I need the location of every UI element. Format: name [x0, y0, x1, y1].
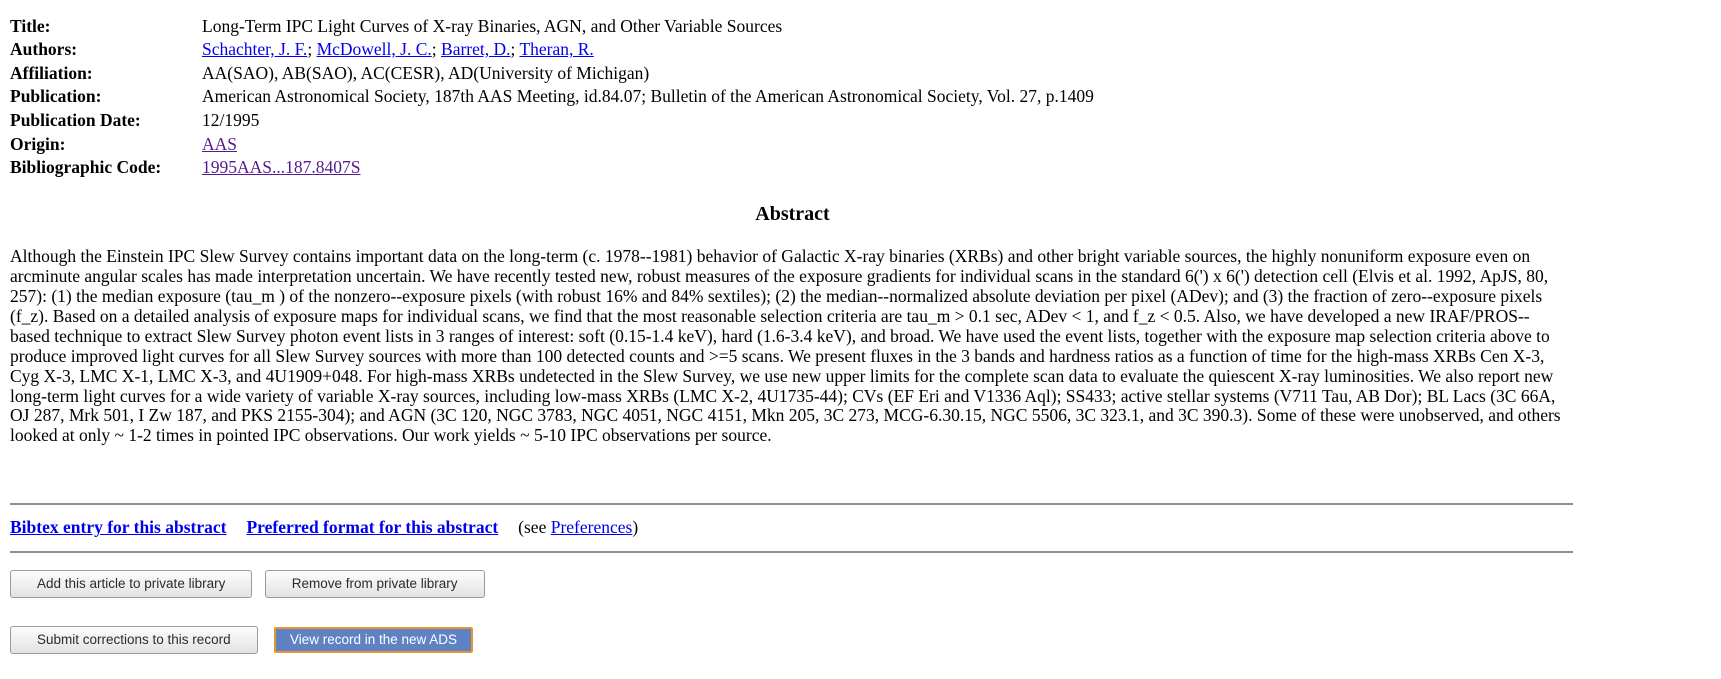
- see-prefix-text: (see: [518, 517, 551, 538]
- author-link-3[interactable]: Barret, D.: [441, 39, 511, 60]
- author-separator: ;: [431, 39, 442, 60]
- metadata-row-publication: [10, 85, 1575, 109]
- author-separator: ;: [307, 39, 317, 60]
- title-label: Title:: [10, 15, 51, 36]
- origin-link[interactable]: AAS: [202, 133, 238, 154]
- bibcode-value: [202, 157, 1575, 178]
- bibcode-link[interactable]: 1995AAS...187.8407S: [202, 157, 361, 178]
- view-new-ads-button[interactable]: View record in the new ADS: [274, 627, 473, 653]
- remove-from-private-library-button[interactable]: Remove from private library: [265, 570, 485, 598]
- author-separator: ;: [510, 39, 520, 60]
- format-links-row: [10, 505, 1575, 551]
- origin-label: Origin:: [10, 133, 66, 154]
- publication-label: Publication:: [10, 86, 102, 107]
- divider-bottom: [10, 551, 1573, 553]
- author-link-1[interactable]: Schachter, J. F.: [202, 39, 308, 60]
- affiliation-label: Affiliation:: [10, 62, 93, 83]
- library-buttons-row: [10, 570, 1575, 598]
- preferences-link[interactable]: Preferences: [550, 517, 633, 538]
- origin-value: [202, 134, 1575, 155]
- author-link-2[interactable]: McDowell, J. C.: [316, 39, 432, 60]
- bibtex-entry-link[interactable]: Bibtex entry for this abstract: [10, 517, 227, 538]
- authors-label: Authors:: [10, 39, 78, 60]
- affiliation-value: AA(SAO), AB(SAO), AC(CESR), AD(University of Michigan): [202, 62, 650, 83]
- bibcode-label: Bibliographic Code:: [10, 157, 162, 178]
- submit-corrections-button[interactable]: Submit corrections to this record: [10, 626, 258, 654]
- see-suffix-text: ): [632, 517, 639, 538]
- see-preferences-text: [518, 517, 638, 537]
- pub-date-value: 12/1995: [202, 110, 260, 131]
- metadata-row-title: [10, 14, 1575, 38]
- publication-value: American Astronomical Society, 187th AAS Meeting, id.84.07; Bulletin of the American Astronomical Society, Vol. 27, p.1409: [202, 86, 1094, 107]
- pub-date-label: Publication Date:: [10, 110, 141, 131]
- metadata-row-authors: [10, 38, 1575, 62]
- metadata-row-pub-date: [10, 109, 1575, 133]
- title-value: Long-Term IPC Light Curves of X-ray Binaries, AGN, and Other Variable Sources: [202, 15, 783, 36]
- add-to-private-library-button[interactable]: Add this article to private library: [10, 570, 252, 598]
- abstract-heading: Abstract: [755, 203, 830, 226]
- record-buttons-row: [10, 626, 1575, 654]
- metadata-table: [10, 14, 1575, 179]
- author-link-4[interactable]: Theran, R.: [519, 39, 594, 60]
- metadata-row-origin: [10, 132, 1575, 156]
- authors-value: [202, 39, 1575, 60]
- metadata-row-affiliation: [10, 61, 1575, 85]
- preferred-format-link[interactable]: Preferred format for this abstract: [246, 517, 499, 538]
- metadata-row-bibcode: [10, 156, 1575, 180]
- abstract-text: Although the Einstein IPC Slew Survey contains important data on the long-term (c. 1978--1981) behavior of Galactic X-ray binaries (XRBs) and other bright variable sources, the highly nonuniform exposure even on arcminute angular scales has made interpretation uncertain. We have recently tested new, robust measures of the exposure gradients for individual scans in the standard 6(') x 6(') detection cell (Elvis et al. 1992, ApJS, 80, 257): (1) the median exposure (tau_m ) of the nonzero--exposure pixels (with robust 16% and 84% sextiles); (2) the median--normalized absolute deviation per pixel (ADev); and (3) the fraction of zero--exposure pixels (f_z). Based on a detailed analysis of exposure maps for individual scans, we find that the most reasonable selection criteria are tau_m > 0.1 sec, ADev < 1, and f_z < 0.5. Also, we have developed a new IRAF/PROS--based technique to extract Slew Survey photon event lists in 3 ranges of interest: soft (0.15-1.4 keV), hard (1.6-3.4 keV), and broad. We have used the event lists, together with the exposure map selection criteria above to produce improved light curves for all Slew Survey sources with more than 100 detected counts and >=5 scans. We present fluxes in the 3 bands and hardness ratios as a function of time for the high-mass XRBs Cen X-3, Cyg X-3, LMC X-1, LMC X-3, and 4U1909+048. For high-mass XRBs undetected in the Slew Survey, we use new upper limits for the complete scan data to evaluate the quiescent X-ray luminosities. We also report new long-term light curves for a wide variety of variable X-ray sources, including low-mass XRBs (LMC X-2, 4U1735-44); CVs (EF Eri and V1336 Aql); SS433; active stellar systems (V711 Tau, AB Dor); BL Lacs (3C 66A, OJ 287, Mrk 501, I Zw 187, and PKS 2155-304); and AGN (3C 120, NGC 3783, NGC 4051, NGC 4151, Mkn 205, 3C 273, MCG-6.30.15, NGC 5506, 3C 323.1, and 3C 390.3). Some of these were unobserved, and others looked at only ~ 1-2 times in pointed IPC observations. Our work yields ~ 5-10 IPC observations per source.: [10, 246, 1561, 446]
